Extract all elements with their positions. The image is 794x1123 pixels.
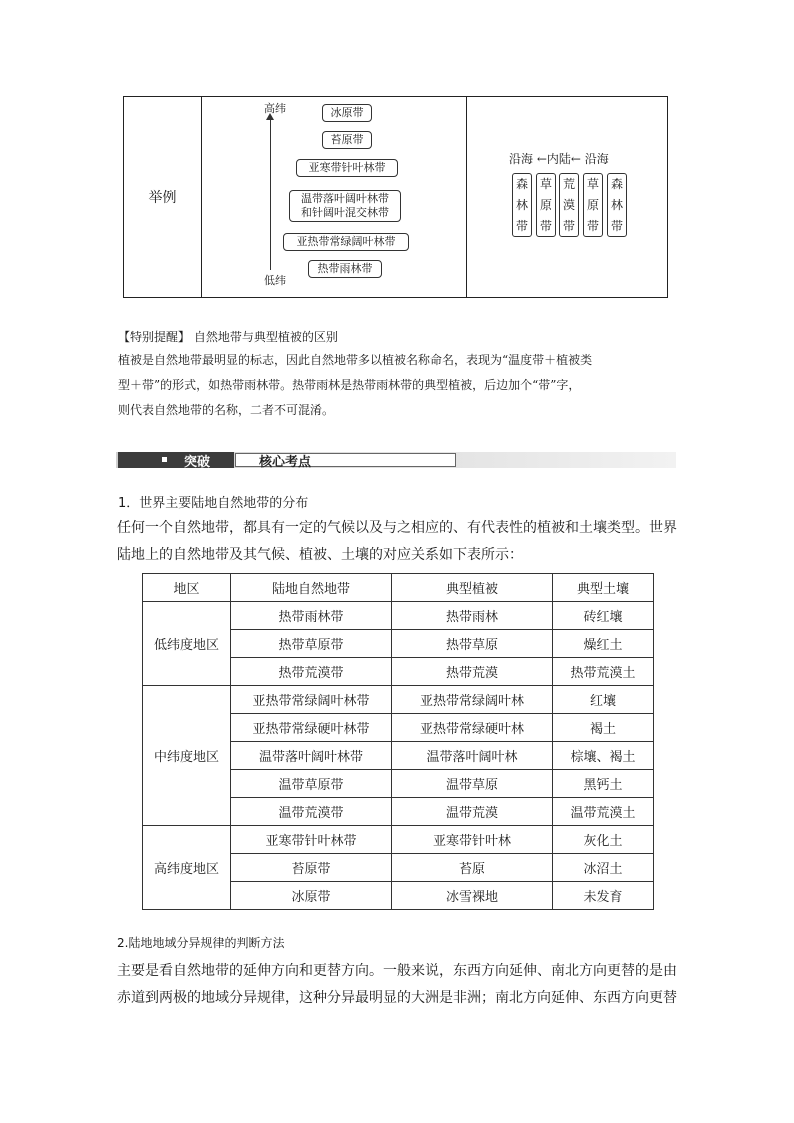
region-cell: 低纬度地区 [143,602,231,686]
low-latitude-label: 低纬 [264,274,286,287]
zone-table [142,573,654,910]
table-cell: 热带荒漠土 [553,658,654,686]
table-cell: 冰沼土 [553,854,654,882]
note-line: 则代表自然地带的名称，二者不可混淆。 [118,403,335,417]
table-cell: 亚热带常绿硬叶林 [392,714,553,742]
table-cell: 亚寒带针叶林带 [231,826,392,854]
banner-dark-block [118,452,234,468]
table-cell: 红壤 [553,686,654,714]
table-cell: 苔原带 [231,854,392,882]
table-cell: 砖红壤 [553,602,654,630]
inland-label: ←内陆← [536,152,581,166]
table-cell: 温带荒漠 [392,798,553,826]
table-cell: 温带草原 [392,770,553,798]
table-cell: 亚热带常绿阔叶林带 [231,686,392,714]
paragraph-line: 任何一个自然地带，都具有一定的气候以及与之相应的、有代表性的植被和土壤类型。世界 [117,520,677,536]
table-cell: 热带雨林带 [231,602,392,630]
vertical-zone-box: 荒 漠 带 [559,173,579,237]
paragraph-line: 陆地上的自然地带及其气候、植被、土壤的对应关系如下表所示： [117,547,523,563]
latitude-axis [270,118,271,270]
coast-right-label: 沿海 [584,152,609,166]
zone-box: 热带雨林带 [308,260,382,278]
table-divider [466,97,467,297]
table-divider [201,97,202,297]
note-line: 型＋带”的形式，如热带雨林带。热带雨林是热带雨林带的典型植被，后边加个“带”字， [118,378,581,392]
banner-left-label: 突破 [184,455,211,470]
table-cell: 热带雨林 [392,602,553,630]
zone-box: 亚热带常绿阔叶林带 [283,233,409,251]
banner-right-label: 核心考点 [259,455,312,470]
table-cell: 冰原带 [231,882,392,910]
square-bullet-icon [162,457,167,462]
table-cell: 温带荒漠土 [553,798,654,826]
zone-box: 冰原带 [322,104,372,122]
table-cell: 热带草原带 [231,630,392,658]
column-header: 典型植被 [392,574,553,602]
zone-box: 亚寒带针叶林带 [296,159,398,177]
paragraph-line: 赤道到两极的地域分异规律，这种分异最明显的大洲是非洲；南北方向延伸、东西方向更替 [117,990,677,1006]
vertical-zone-box: 草 原 带 [583,173,603,237]
table-cell: 燥红土 [553,630,654,658]
table-row [143,826,654,854]
high-latitude-label: 高纬 [264,102,286,115]
region-cell: 高纬度地区 [143,826,231,910]
table-cell: 温带草原带 [231,770,392,798]
zone-box: 苔原带 [322,131,372,149]
table-cell: 褐土 [553,714,654,742]
table-row [143,602,654,630]
paragraph-line: 主要是看自然地带的延伸方向和更替方向。一般来说，东西方向延伸、南北方向更替的是由 [117,963,677,979]
section-banner [116,452,676,468]
column-header: 典型土壤 [553,574,654,602]
table-cell: 未发育 [553,882,654,910]
table-cell: 冰雪裸地 [392,882,553,910]
table-row [143,686,654,714]
section1-heading: 1．世界主要陆地自然地带的分布 [118,496,309,511]
table-cell: 热带草原 [392,630,553,658]
section2-heading: 2.陆地地域分异规律的判断方法 [117,936,285,950]
vertical-zone-box: 森 林 带 [512,173,532,237]
table-cell: 亚热带常绿阔叶林 [392,686,553,714]
note-title: 【特别提醒】 自然地带与典型植被的区别 [118,330,338,344]
zone-box-double [289,190,401,222]
example-label: 举例 [148,190,177,206]
table-cell: 棕壤、褐土 [553,742,654,770]
table-cell: 亚热带常绿硬叶林带 [231,714,392,742]
coast-left-label: 沿海 [509,152,534,166]
coast-inland-row [509,150,609,167]
table-cell: 温带荒漠带 [231,798,392,826]
table-cell: 灰化土 [553,826,654,854]
vertical-zone-box: 森 林 带 [607,173,627,237]
table-header-row [143,574,654,602]
table-cell: 温带落叶阔叶林带 [231,742,392,770]
table-cell: 热带荒漠带 [231,658,392,686]
table-cell: 苔原 [392,854,553,882]
table-cell: 黑钙土 [553,770,654,798]
column-header: 地区 [143,574,231,602]
zone-line: 温带落叶阔叶林带 [301,192,389,205]
column-header: 陆地自然地带 [231,574,392,602]
table-cell: 亚寒带针叶林 [392,826,553,854]
vertical-zone-box: 草 原 带 [536,173,556,237]
zone-line: 和针阔叶混交林带 [301,206,389,219]
table-cell: 热带荒漠 [392,658,553,686]
region-cell: 中纬度地区 [143,686,231,826]
table-cell: 温带落叶阔叶林 [392,742,553,770]
note-line: 植被是自然地带最明显的标志，因此自然地带多以植被名称命名，表现为“温度带＋植被类 [118,353,593,367]
